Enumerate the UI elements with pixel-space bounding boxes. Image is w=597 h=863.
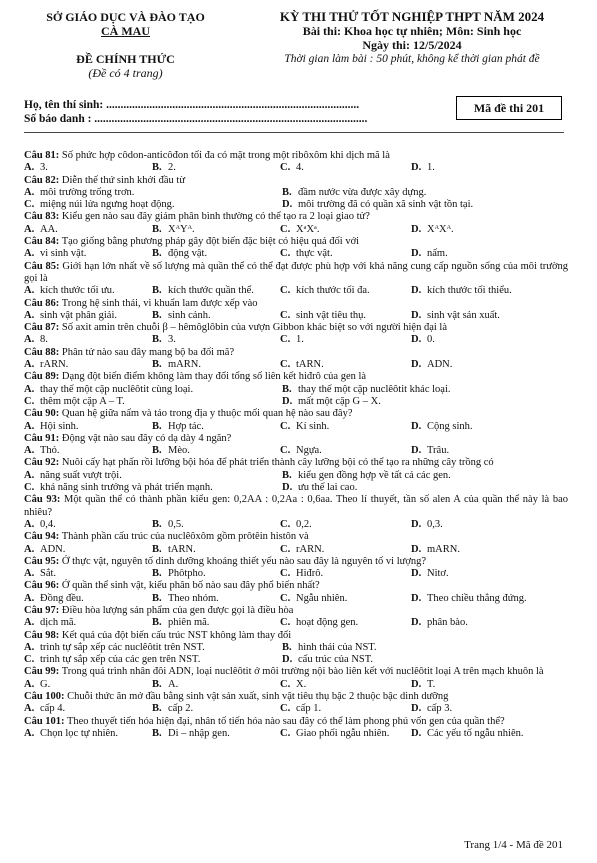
question-item [24, 150, 568, 175]
option-text: 0,5. [168, 518, 184, 530]
question-text: Trong quá trình nhân đôi ADN, loại nuclêôtit ở môi trường nội bào liên kết với nuclêôtit loại A trên mạch khuôn là [59, 666, 544, 678]
option-text: rARN. [40, 359, 69, 371]
answer-options [24, 703, 568, 715]
answer-options [24, 679, 568, 691]
option-letter: D. [411, 703, 422, 715]
option-text: cấp 1. [296, 703, 322, 715]
option-text: tARN. [168, 543, 196, 555]
answer-options [24, 593, 568, 605]
option-text: Kí sinh. [296, 420, 330, 432]
option-letter: C. [280, 309, 291, 321]
header-right [262, 10, 562, 66]
option-letter: A. [24, 678, 35, 690]
question-number: Câu 98: [24, 629, 60, 641]
question-text: Giới hạn lớn nhất về số lượng mà quần thể có thể đạt được phù hợp với khả năng cung cấp nguồn sống của môi trường gọi là [24, 260, 569, 284]
option-text: sinh vật tiêu thụ. [296, 309, 366, 321]
question-stem [24, 175, 568, 187]
question-text: Ở thực vật, nguyên tố dinh dưỡng khoáng thiết yếu nào sau đây là nguyên tố vi lượng? [59, 555, 427, 567]
question-item [24, 298, 568, 323]
option-text: kích thước tối thiểu. [427, 285, 512, 297]
option-text: X. [296, 678, 307, 690]
question-item [24, 457, 568, 494]
question-text: Kiểu gen nào sau đây giảm phân bình thường có thể tạo ra 2 loại giao tử? [59, 211, 370, 223]
question-item [24, 175, 568, 212]
answer-options [24, 544, 568, 556]
question-stem [24, 211, 568, 223]
option-letter: C. [280, 703, 291, 715]
option-letter: B. [152, 248, 162, 260]
option-letter: C. [280, 568, 291, 580]
department-province: CÀ MAU [101, 24, 150, 38]
option-text: trình tự sắp xếp các nuclêôtit trên NST. [40, 641, 205, 653]
option-letter: A. [24, 359, 35, 371]
question-text: Một quần thể có thành phần kiểu gen: 0,2AA : 0,2Aa : 0,6aa. Theo lí thuyết, tần số alen A của quần thể này là bao nhiêu? [24, 494, 569, 518]
answer-options [24, 224, 568, 236]
option-text: Hội sinh. [40, 420, 79, 432]
question-item [24, 236, 568, 261]
exam-subject: Bài thi: Khoa học tự nhiên; Môn: Sinh học [302, 24, 522, 38]
option-letter: B. [152, 162, 162, 174]
question-number: Câu 92: [24, 457, 60, 469]
option-letter: A. [24, 420, 35, 432]
option-letter: B. [282, 383, 292, 395]
option-letter: C. [280, 248, 291, 260]
exam-title: KỲ THI THỬ TỐT NGHIỆP THPT NĂM 2024 [279, 9, 545, 24]
option-text: phiên mã. [168, 617, 210, 629]
option-text: sinh cảnh. [168, 309, 211, 321]
option-letter: A. [24, 248, 35, 260]
option-letter: C. [280, 617, 291, 629]
answer-options [24, 359, 568, 371]
option-text: 0,2. [296, 518, 312, 530]
option-text: kích thước quần thể. [168, 285, 254, 297]
question-number: Câu 100: [24, 691, 65, 703]
option-letter: D. [282, 199, 293, 211]
option-text: Hợp tác. [168, 420, 204, 432]
question-number: Câu 97: [24, 604, 60, 616]
option-letter: C. [280, 445, 291, 457]
option-letter: D. [411, 727, 422, 739]
option-letter: A. [24, 568, 35, 580]
answer-options [24, 445, 568, 457]
option-letter: B. [152, 445, 162, 457]
question-stem [24, 580, 568, 592]
option-text: miệng núi lửa ngưng hoạt động. [40, 199, 175, 211]
option-text: sinh vật phân giải. [40, 309, 117, 321]
question-stem [24, 298, 568, 310]
option-text: Mèo. [168, 445, 190, 457]
option-text: hoạt động gen. [296, 617, 359, 629]
option-text: môi trường đã có quần xã sinh vật tồn tại. [298, 199, 474, 211]
option-text: 3. [40, 162, 48, 174]
option-letter: B. [152, 617, 162, 629]
option-text: thực vật. [296, 248, 333, 260]
option-text: 1. [296, 334, 304, 346]
option-letter: B. [282, 641, 292, 653]
option-text: thêm một cặp A – T. [40, 395, 125, 407]
question-text: Thành phần cấu trúc của nuclêôxôm gồm prôtêin histôn và [59, 531, 309, 543]
exam-duration: Thời gian làm bài : 50 phút, không kể thời gian phát đề [284, 53, 540, 65]
question-text: Nuôi cấy hạt phấn rồi lưỡng bội hóa để phát triển thành cây lưỡng bội có thể tạo ra những cây trồng có [59, 457, 494, 469]
option-text: Nitơ. [427, 568, 449, 580]
pages-note: (Đề có 4 trang) [88, 66, 163, 80]
option-text: ADN. [40, 543, 66, 555]
option-text: 0,3. [427, 518, 443, 530]
option-letter: C. [24, 395, 35, 407]
answer-options [24, 310, 568, 322]
option-letter: B. [152, 420, 162, 432]
option-letter: B. [152, 518, 162, 530]
question-stem [24, 261, 568, 286]
option-text: Giao phối ngẫu nhiên. [296, 727, 390, 739]
option-letter: C. [280, 334, 291, 346]
option-text: 8. [40, 334, 48, 346]
question-item [24, 580, 568, 605]
option-letter: D. [411, 420, 422, 432]
option-letter: D. [282, 395, 293, 407]
option-letter: B. [152, 727, 162, 739]
option-letter: B. [152, 285, 162, 297]
option-letter: A. [24, 641, 35, 653]
question-number: Câu 88: [24, 346, 60, 358]
option-letter: B. [152, 223, 162, 235]
question-number: Câu 90: [24, 408, 60, 420]
question-stem [24, 494, 568, 519]
option-letter: C. [280, 162, 291, 174]
option-letter: A. [24, 703, 35, 715]
question-stem [24, 630, 568, 642]
question-item [24, 261, 568, 298]
option-letter: A. [24, 543, 35, 555]
question-text: Tạo giống bằng phương pháp gây đột biến đặc biệt có hiệu quả đối với [59, 236, 360, 248]
option-letter: B. [152, 334, 162, 346]
option-letter: D. [411, 568, 422, 580]
exam-date: Ngày thi: 12/5/2024 [362, 38, 462, 52]
option-text: cấp 2. [168, 703, 194, 715]
option-text: Ngẫu nhiên. [296, 592, 348, 604]
option-letter: B. [152, 543, 162, 555]
option-letter: D. [411, 162, 422, 174]
question-item [24, 322, 568, 347]
question-number: Câu 101: [24, 715, 65, 727]
question-item [24, 347, 568, 372]
option-text: mất một cặp G – X. [298, 395, 381, 407]
option-letter: A. [24, 469, 35, 481]
student-name-line: Họ, tên thí sinh: ........................................................................................ [24, 99, 360, 111]
option-letter: D. [411, 359, 422, 371]
option-letter: A. [24, 334, 35, 346]
option-letter: C. [280, 727, 291, 739]
option-text: Trâu. [427, 445, 450, 457]
option-text: Ngựa. [296, 445, 322, 457]
page-footer: Trang 1/4 - Mã đề 201 [464, 839, 563, 851]
option-text: khả năng sinh trưởng và phát triển mạnh. [40, 482, 213, 494]
option-letter: D. [411, 518, 422, 530]
answer-options [24, 248, 568, 260]
answer-options [24, 187, 568, 212]
option-text: XᴬYᴬ. [168, 223, 195, 235]
answer-options [24, 285, 568, 297]
option-letter: B. [152, 359, 162, 371]
answer-options [24, 470, 568, 495]
option-letter: A. [24, 309, 35, 321]
question-number: Câu 85: [24, 260, 60, 272]
option-text: Phôtpho. [168, 568, 206, 580]
question-stem [24, 666, 568, 678]
option-text: thay thế một cặp nuclêôtit cùng loại. [40, 383, 194, 395]
option-letter: D. [282, 482, 293, 494]
option-text: Di – nhập gen. [168, 727, 230, 739]
option-letter: D. [411, 223, 422, 235]
question-text: Ở quần thể sinh vật, kiểu phân bố nào sau đây phổ biến nhất? [59, 580, 320, 592]
option-letter: C. [24, 199, 35, 211]
option-text: trình tự sắp xếp của các gen trên NST. [40, 654, 201, 666]
question-text: Chuỗi thức ăn mở đầu bằng sinh vật sản xuất, sinh vật tiêu thụ bậc 2 thuộc bậc dinh dưỡng [64, 691, 449, 703]
option-letter: A. [24, 617, 35, 629]
option-text: kích thước tối ưu. [40, 285, 115, 297]
option-text: động vật. [168, 248, 208, 260]
option-letter: C. [24, 654, 35, 666]
option-text: Theo nhóm. [168, 592, 219, 604]
answer-options [24, 384, 568, 409]
option-text: môi trường trống trơn. [40, 186, 135, 198]
question-stem [24, 347, 568, 359]
option-text: Đồng đều. [40, 592, 84, 604]
question-number: Câu 93: [24, 494, 61, 506]
option-text: nấm. [427, 248, 448, 260]
answer-options [24, 642, 568, 667]
option-text: cấu trúc của NST. [298, 654, 374, 666]
option-text: T. [427, 678, 436, 690]
option-letter: A. [24, 285, 35, 297]
option-text: cấp 4. [40, 703, 66, 715]
option-letter: D. [411, 543, 422, 555]
option-text: 0. [427, 334, 435, 346]
question-item [24, 691, 568, 716]
question-stem [24, 457, 568, 469]
option-letter: B. [282, 186, 292, 198]
option-letter: C. [280, 592, 291, 604]
option-text: kích thước tối đa. [296, 285, 370, 297]
option-letter: C. [24, 482, 35, 494]
option-text: Hiđrô. [296, 568, 324, 580]
option-text: Theo chiều thẳng đứng. [427, 592, 527, 604]
option-text: vi sinh vật. [40, 248, 87, 260]
option-text: rARN. [296, 543, 325, 555]
option-text: mARN. [427, 543, 460, 555]
question-number: Câu 87: [24, 322, 60, 334]
question-text: Trong hệ sinh thái, vi khuẩn lam được xếp vào [59, 297, 258, 309]
option-letter: B. [152, 568, 162, 580]
option-letter: D. [411, 678, 422, 690]
option-letter: D. [411, 334, 422, 346]
option-letter: B. [152, 703, 162, 715]
question-text: Kết quả của đột biến cấu trúc NST không làm thay đổi [59, 629, 292, 641]
option-letter: C. [280, 223, 291, 235]
option-text: kiểu gen đồng hợp về tất cả các gen. [298, 469, 451, 481]
question-number: Câu 82: [24, 174, 60, 186]
question-item [24, 408, 568, 433]
option-text: Thỏ. [40, 445, 60, 457]
option-text: 0,4. [40, 518, 56, 530]
question-stem [24, 716, 568, 728]
option-letter: C. [280, 359, 291, 371]
question-number: Câu 95: [24, 555, 60, 567]
option-letter: B. [152, 592, 162, 604]
student-id-line: Số báo danh : ............................................................................................... [24, 113, 368, 125]
option-letter: D. [411, 617, 422, 629]
option-text: XᵃXᵃ. [296, 223, 320, 235]
question-text: Số phức hợp côdon-anticôđon tối đa có mặt trong một ribôxôm khi dịch mã là [59, 150, 390, 161]
option-text: 4. [296, 162, 304, 174]
question-item [24, 605, 568, 630]
answer-options [24, 568, 568, 580]
option-text: cấp 3. [427, 703, 453, 715]
option-text: sinh vật sản xuất. [427, 309, 500, 321]
answer-options [24, 334, 568, 346]
question-text: Quan hệ giữa nấm và tảo trong địa y thuộc mối quan hệ nào sau đây? [59, 408, 353, 420]
option-letter: C. [280, 543, 291, 555]
header-divider [24, 132, 564, 133]
option-letter: A. [24, 223, 35, 235]
option-text: 3. [168, 334, 176, 346]
option-text: Cộng sinh. [427, 420, 473, 432]
answer-options [24, 519, 568, 531]
question-number: Câu 83: [24, 211, 60, 223]
option-text: ưu thế lai cao. [298, 482, 358, 494]
question-item [24, 630, 568, 667]
option-text: G. [40, 678, 51, 690]
option-text: XᴬXᴬ. [427, 223, 454, 235]
question-stem [24, 371, 568, 383]
option-letter: D. [282, 654, 293, 666]
option-text: tARN. [296, 359, 324, 371]
option-letter: A. [24, 445, 35, 457]
question-item [24, 716, 568, 741]
question-text: Phân tử nào sau đây mang bộ ba đối mã? [59, 346, 235, 358]
option-text: Chọn lọc tự nhiên. [40, 727, 119, 739]
question-number: Câu 91: [24, 432, 60, 444]
question-item [24, 371, 568, 408]
question-number: Câu 81: [24, 150, 60, 161]
answer-options [24, 728, 568, 740]
question-text: Theo thuyết tiến hóa hiện đại, nhân tố tiến hóa nào sau đây có thể làm phong phú vốn gen của quần thể? [64, 715, 505, 727]
question-stem [24, 605, 568, 617]
option-letter: A. [24, 592, 35, 604]
question-number: Câu 99: [24, 666, 60, 678]
option-letter: B. [152, 678, 162, 690]
option-letter: A. [24, 186, 35, 198]
question-item [24, 433, 568, 458]
option-letter: D. [411, 248, 422, 260]
department-name: SỞ GIÁO DỤC VÀ ĐÀO TẠO [46, 10, 205, 24]
option-text: Sắt. [40, 568, 57, 580]
question-text: Động vật nào sau đây có dạ dày 4 ngăn? [59, 432, 232, 444]
question-item [24, 494, 568, 531]
option-letter: D. [411, 309, 422, 321]
question-number: Câu 94: [24, 531, 60, 543]
answer-options [24, 162, 568, 174]
question-item [24, 211, 568, 236]
exam-code-box: Mã đề thi 201 [456, 96, 562, 120]
question-item [24, 556, 568, 581]
option-text: thay thế một cặp nuclêôtit khác loại. [298, 383, 451, 395]
option-text: 1. [427, 162, 435, 174]
option-text: 2. [168, 162, 176, 174]
option-letter: C. [280, 420, 291, 432]
option-letter: B. [152, 309, 162, 321]
question-number: Câu 96: [24, 580, 60, 592]
option-text: năng suất vượt trội. [40, 469, 122, 481]
option-letter: C. [280, 285, 291, 297]
question-item [24, 531, 568, 556]
official-label: ĐỀ CHÍNH THỨC [76, 52, 175, 66]
option-letter: D. [411, 285, 422, 297]
option-letter: A. [24, 727, 35, 739]
option-letter: A. [24, 162, 35, 174]
question-stem [24, 556, 568, 568]
student-info [24, 98, 367, 126]
answer-options [24, 421, 568, 433]
question-stem [24, 236, 568, 248]
option-letter: C. [280, 678, 291, 690]
question-text: Dạng đột biến điểm không làm thay đổi tổng số liên kết hiđrô của gen là [59, 371, 367, 383]
question-stem [24, 408, 568, 420]
question-stem [24, 433, 568, 445]
option-letter: D. [411, 445, 422, 457]
option-text: A. [168, 678, 179, 690]
option-text: phân bào. [427, 617, 468, 629]
option-text: dịch mã. [40, 617, 77, 629]
question-stem [24, 150, 568, 162]
option-letter: B. [282, 469, 292, 481]
answer-options [24, 617, 568, 629]
question-stem [24, 322, 568, 334]
option-letter: A. [24, 518, 35, 530]
option-text: ADN. [427, 359, 453, 371]
header-left [38, 10, 213, 80]
question-stem [24, 691, 568, 703]
question-number: Câu 84: [24, 236, 60, 248]
question-number: Câu 89: [24, 371, 60, 383]
option-text: hình thái của NST. [298, 641, 377, 653]
option-text: mARN. [168, 359, 201, 371]
option-text: đầm nước vừa được xây dựng. [298, 186, 427, 198]
question-number: Câu 86: [24, 297, 60, 309]
question-item [24, 666, 568, 691]
question-text: Số axit amin trên chuỗi β – hêmôglôbin của vượn Gibbon khác biệt so với người hiện đại là [59, 322, 447, 334]
question-text: Diễn thế thứ sinh khởi đầu từ [59, 174, 186, 186]
option-letter: A. [24, 383, 35, 395]
question-list [24, 150, 568, 740]
question-text: Điều hòa lượng sản phẩm của gen được gọi là điều hòa [59, 604, 294, 616]
option-text: Các yếu tố ngẫu nhiên. [427, 727, 524, 739]
option-text: AA. [40, 223, 58, 235]
option-letter: D. [411, 592, 422, 604]
question-stem [24, 531, 568, 543]
option-letter: C. [280, 518, 291, 530]
